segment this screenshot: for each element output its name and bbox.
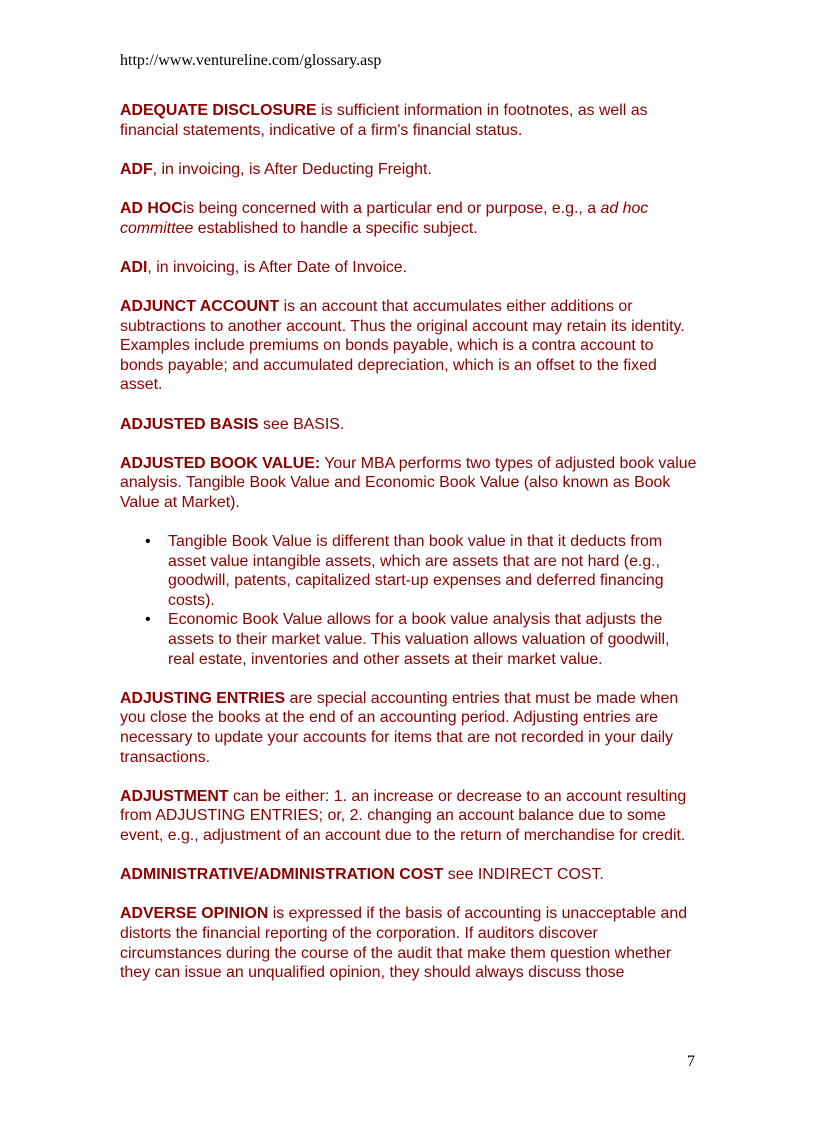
glossary-content [120,101,700,1002]
list-item: • Tangible Book Value is different than book value in that it deducts from asset value intangible assets, which are assets that are not hard (e.g., goodwill, patents, capitalized start-up expenses and deferred financing costs). [168,532,700,610]
glossary-definition: is being concerned with a particular end or purpose, e.g., a [182,199,601,217]
glossary-definition-italic: ad hoc committee [120,199,649,237]
glossary-entry-adequate-disclosure [120,101,700,140]
list-item: • Economic Book Value allows for a book value analysis that adjusts the assets to their market value. This valuation allows valuation of goodwill, real estate, inventories and other assets at their market value. [168,610,700,669]
glossary-term: ADJUNCT ACCOUNT [120,297,280,315]
glossary-definition: Your MBA performs two types of adjusted book value analysis. Tangible Book Value and Economic Book Value (also known as Book Value at Market). [120,454,697,511]
glossary-entry-adjunct-account [120,297,700,395]
glossary-term: ADEQUATE DISCLOSURE [120,102,317,119]
glossary-entry-administrative-cost [120,865,700,885]
glossary-term: ADVERSE OPINION [120,905,269,923]
glossary-term: ADMINISTRATIVE/ADMINISTRATION COST [120,866,444,884]
glossary-definition: established to handle a specific subject. [193,219,478,237]
glossary-term: ADI [120,258,148,276]
source-url: http://www.ventureline.com/glossary.asp [120,52,382,69]
glossary-entry-adjustment [120,787,700,846]
glossary-entry-adi [120,258,700,278]
glossary-entry-adjusted-book-value [120,454,700,513]
glossary-term: ADJUSTING ENTRIES [120,689,286,707]
glossary-term: AD HOC [120,199,183,217]
glossary-definition: see INDIRECT COST. [443,866,604,884]
glossary-entry-adjusted-basis [120,415,700,435]
glossary-definition: is sufficient information in footnotes, as well as financial statements, indicative of a firm's financial status. [120,102,648,139]
glossary-term: ADF [120,160,153,178]
glossary-term: ADJUSTED BASIS [120,415,259,433]
glossary-entry-adverse-opinion [120,904,700,982]
glossary-definition: , in invoicing, is After Deducting Freight. [152,160,432,178]
glossary-entry-ad-hoc [120,199,700,238]
glossary-definition: see BASIS. [258,415,345,433]
glossary-entry-adjusting-entries [120,689,700,767]
glossary-definition: is expressed if the basis of accounting is unacceptable and distorts the financial reporting of the corporation. If auditors discover circumstances during the course of the audit that make them question whether they can issue an unqualified opinion, they should always discuss those [120,905,688,982]
book-value-bullet-list [120,532,700,669]
glossary-term: ADJUSTED BOOK VALUE: [120,454,321,472]
glossary-term: ADJUSTMENT [120,787,229,805]
glossary-definition: is an account that accumulates either additions or subtractions to another account. Thus the original account may retain its identity. Examples include premiums on bonds payable, which is a contra account to bonds payable; and accumulated depreciation, which is an offset to the fixed asset. [120,297,685,394]
glossary-definition: can be either: 1. an increase or decrease to an account resulting from ADJUSTING ENTRIES; or, 2. changing an account balance due to some event, e.g., adjustment of an account due to the return of merchandise for credit. [120,787,687,844]
glossary-definition: , in invoicing, is After Date of Invoice. [147,258,408,276]
glossary-definition: are special accounting entries that must be made when you close the books at the end of an accounting period. Adjusting entries are necessary to update your accounts for items that are not recorded in your daily transactions. [120,689,679,766]
page-number: 7 [687,1053,695,1070]
glossary-entry-adf [120,160,700,180]
